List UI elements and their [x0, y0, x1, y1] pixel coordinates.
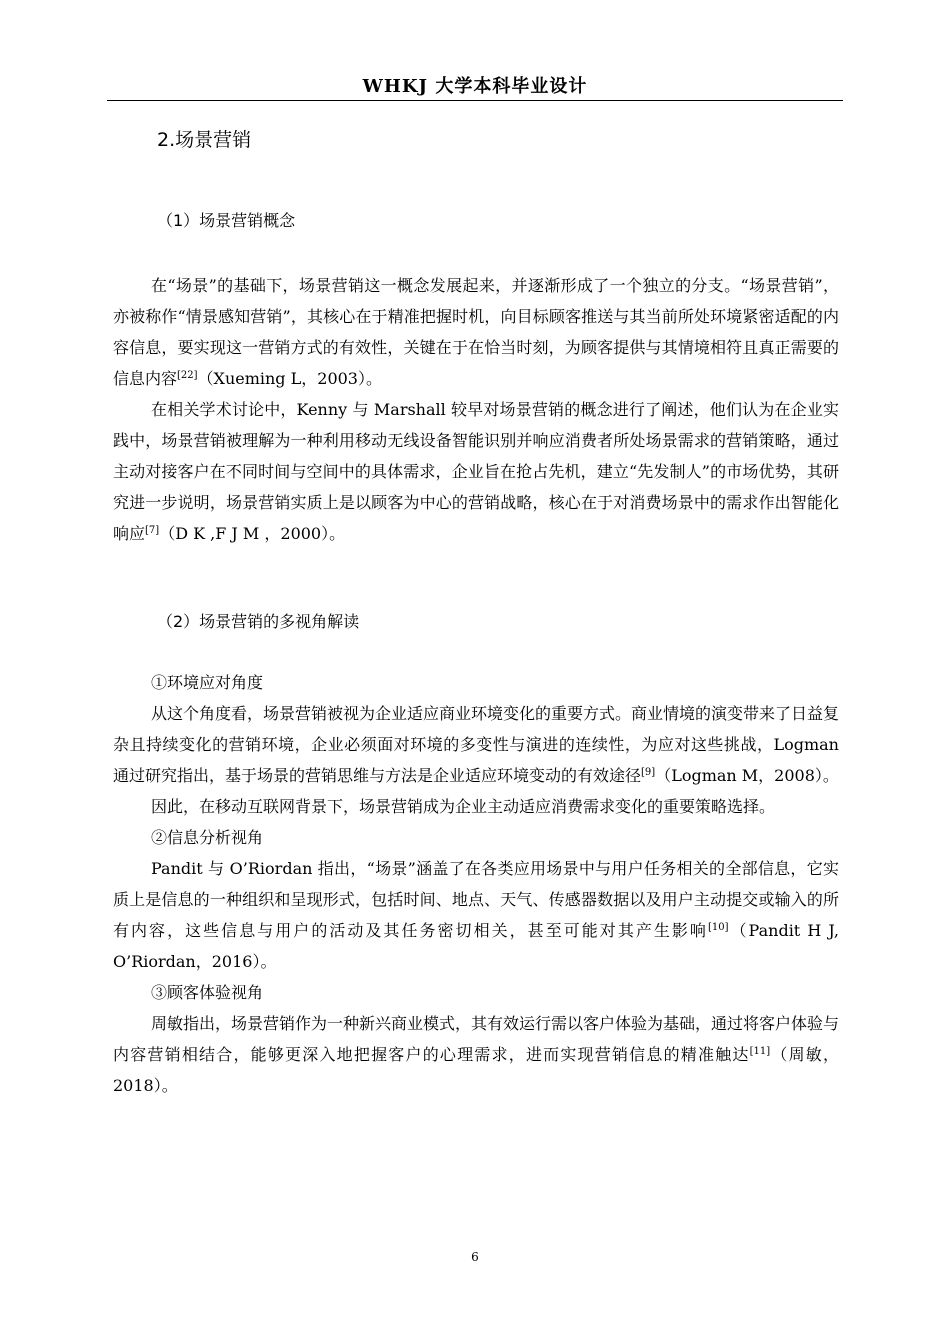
page-body [113, 120, 839, 1101]
paragraph [113, 270, 839, 394]
citation-text: （Xueming L，2003）。 [197, 369, 382, 388]
page-header-title: WHKJ 大学本科毕业设计 [362, 76, 588, 97]
paragraph: 因此，在移动互联网背景下，场景营销成为企业主动适应消费需求变化的重要策略选择。 [151, 797, 776, 816]
citation-text: （D K ,F J M ，2000）。 [159, 524, 346, 543]
citation-text: （Pandit H J, O’Riordan，2016）。 [113, 921, 839, 971]
header-rule [107, 100, 843, 101]
spacer [113, 236, 839, 270]
item-title-information: ②信息分析视角 [151, 828, 264, 847]
item-title-environment: ①环境应对角度 [151, 673, 264, 692]
citation-text: （周敏，2018）。 [113, 1045, 839, 1095]
section-title: 2.场景营销 [157, 129, 252, 151]
spacer [113, 637, 839, 667]
citation-ref: [10] [707, 922, 729, 933]
paragraph-text: 从这个角度看，场景营销被视为企业适应商业环境变化的重要方式。商业情境的演变带来了日益复杂且持续变化的营销环境，企业必须面对环境的多变性与演进的连续性，为应对这些挑战，Logman 通过研究指出，基于场景的营销思维与方法是企业适应环境变动的有效途径 [113, 704, 840, 785]
spacer [113, 160, 839, 206]
citation-ref: [9] [641, 767, 656, 778]
subsection-title-concept: （1）场景营销概念 [157, 211, 296, 230]
paragraph [113, 394, 839, 549]
citation-ref: [7] [145, 525, 160, 536]
paragraph-text: 在“场景”的基础下，场景营销这一概念发展起来，并逐渐形成了一个独立的分支。“场景营销”，亦被称作“情景感知营销”，其核心在于精准把握时机，向目标顾客推送与其当前所处环境紧密适配的内容信息，要实现这一营销方式的有效性，关键在于在恰当时刻，为顾客提供与其情境相符且真正需要的信息内容 [113, 276, 839, 388]
spacer [113, 549, 839, 607]
paragraph [113, 853, 839, 977]
paragraph [113, 1008, 839, 1101]
paragraph [113, 698, 839, 791]
paragraph-text: Pandit 与 O’Riordan 指出，“场景”涵盖了在各类应用场景中与用户任务相关的全部信息，它实质上是信息的一种组织和呈现形式，包括时间、地点、天气、传感器数据以及用户主动提交或输入的所有内容，这些信息与用户的活动及其任务密切相关，甚至可能对其产生影响 [113, 859, 839, 940]
citation-ref: [11] [749, 1046, 771, 1057]
citation-ref: [22] [177, 370, 198, 381]
page-number: 6 [471, 1250, 479, 1264]
citation-text: （Logman M，2008）。 [655, 766, 839, 785]
paragraph-text: 在相关学术讨论中，Kenny 与 Marshall 较早对场景营销的概念进行了阐述，他们认为在企业实践中，场景营销被理解为一种利用移动无线设备智能识别并响应消费者所处场景需求的营销策略，通过主动对接客户在不同时间与空间中的具体需求，企业旨在抢占先机，建立“先发制人”的市场优势，其研究进一步说明，场景营销实质上是以顾客为中心的营销战略，核心在于对消费场景中的需求作出智能化响应 [113, 400, 839, 543]
item-title-customer-experience: ③顾客体验视角 [151, 983, 264, 1002]
paragraph-text: 周敏指出，场景营销作为一种新兴商业模式，其有效运行需以客户体验为基础，通过将客户体验与内容营销相结合，能够更深入地把握客户的心理需求，进而实现营销信息的精准触达 [113, 1014, 840, 1064]
subsection-title-perspectives: （2）场景营销的多视角解读 [157, 612, 360, 631]
